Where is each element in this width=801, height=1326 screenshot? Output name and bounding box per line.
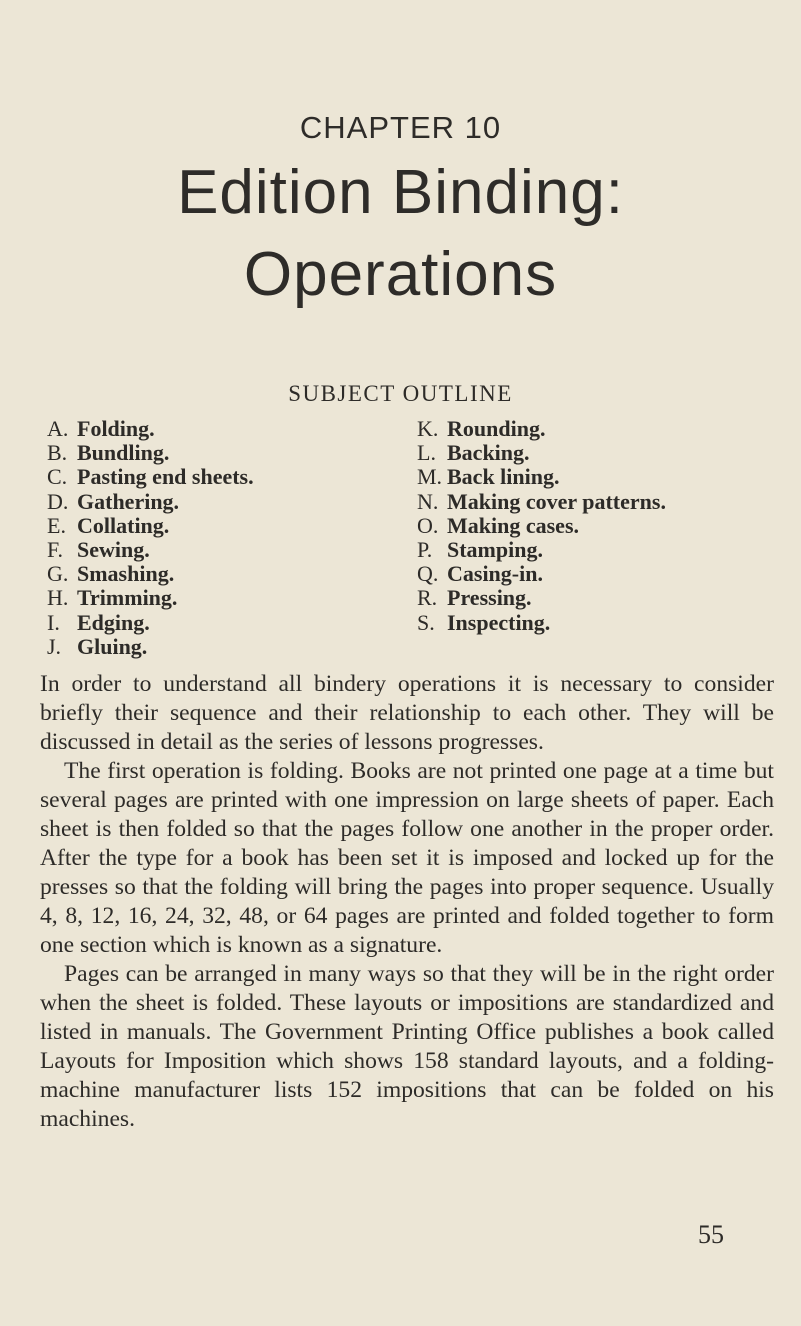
outline-item-label: Stamping.: [447, 536, 543, 562]
outline-item: [417, 465, 787, 489]
outline-item-letter: O.: [417, 512, 439, 538]
outline-item: [47, 465, 387, 489]
outline-item-label: Folding.: [77, 416, 155, 441]
outline-item-label: Gluing.: [77, 633, 148, 659]
outline-item-letter: L.: [417, 440, 436, 466]
outline-item-letter: J.: [47, 633, 62, 659]
outline-item-letter: S.: [417, 609, 435, 635]
outline-item-label: Collating.: [77, 512, 170, 538]
outline-item: [47, 635, 387, 659]
outline-item: [47, 417, 387, 441]
outline-item-letter: F.: [47, 536, 63, 562]
outline-item-letter: K.: [417, 416, 439, 441]
chapter-title-line-1: Edition Binding:: [177, 158, 624, 227]
outline-item: [417, 611, 787, 635]
outline-item: [417, 562, 787, 586]
outline-item: [417, 538, 787, 562]
outline-item-letter: R.: [417, 585, 438, 611]
outline-item: [47, 562, 387, 586]
outline-item-label: Edging.: [77, 609, 150, 635]
outline-item: [47, 611, 387, 635]
chapter-number: CHAPTER 10: [299, 110, 502, 145]
outline-item: [47, 514, 387, 538]
outline-item-letter: P.: [417, 536, 433, 562]
outline-item-label: Pasting end sheets.: [77, 464, 254, 490]
outline-item-letter: Q.: [417, 561, 439, 587]
outline-item-label: Sewing.: [77, 536, 150, 562]
outline-item: [417, 514, 787, 538]
paragraph-1: In order to understand all bindery operations it is necessary to consider briefly their sequence and their relationship to each other. They will be discussed in detail as the series of lessons progresses.: [40, 671, 774, 755]
outline-item-label: Backing.: [447, 440, 530, 466]
subject-outline-left-column: [47, 417, 387, 659]
outline-item-label: Back lining.: [447, 464, 560, 490]
outline-item-letter: G.: [47, 561, 69, 587]
outline-item-letter: N.: [417, 488, 439, 514]
body-text: [40, 670, 774, 1134]
outline-item-label: Inspecting.: [447, 609, 551, 635]
outline-item-label: Making cover patterns.: [447, 488, 666, 514]
page-number: 55: [698, 1220, 724, 1249]
outline-item: [47, 490, 387, 514]
outline-item-letter: D.: [47, 488, 69, 514]
outline-item-label: Making cases.: [447, 512, 579, 538]
outline-item: [417, 490, 787, 514]
outline-item-letter: C.: [47, 464, 68, 490]
paragraph-3: Pages can be arranged in many ways so that they will be in the right order when the sheet is folded. These layouts or impositions are standardized and listed in manuals. The Government Printing Office publishes a book called Layouts for Imposition which shows 158 standard layouts, and a folding-machine manufacturer lists 152 impositions that can be folded on his machines.: [40, 961, 774, 1132]
outline-item-letter: I.: [47, 609, 60, 635]
outline-item-label: Rounding.: [447, 416, 546, 441]
outline-item-label: Casing-in.: [447, 561, 543, 587]
outline-item: [47, 586, 387, 610]
outline-item: [417, 441, 787, 465]
outline-item-label: Bundling.: [77, 440, 170, 466]
outline-item-label: Gathering.: [77, 488, 180, 514]
outline-item-label: Trimming.: [77, 585, 178, 611]
chapter-title-line-2: Operations: [243, 240, 558, 309]
outline-item: [417, 417, 787, 441]
outline-item-letter: A.: [47, 416, 69, 441]
paragraph-2: The first operation is folding. Books are not printed one page at a time but several pages are printed with one impression on large sheets of paper. Each sheet is then folded so that the pages follow one another in the proper order. After the type for a book has been set it is imposed and locked up for the presses so that the folding will bring the pages into proper sequence. Usually 4, 8, 12, 16, 24, 32, 48, or 64 pages are printed and folded together to form one section which is known as a signature.: [40, 758, 774, 958]
outline-item-letter: H.: [47, 585, 69, 611]
outline-item: [417, 586, 787, 610]
outline-item-letter: E.: [47, 512, 66, 538]
subject-outline-right-column: [417, 417, 787, 635]
outline-item-label: Pressing.: [447, 585, 532, 611]
outline-item-letter: M.: [417, 464, 443, 490]
outline-item-label: Smashing.: [77, 561, 175, 587]
subject-outline-heading: SUBJECT OUTLINE: [288, 381, 513, 406]
outline-item: [47, 538, 387, 562]
outline-item: [47, 441, 387, 465]
outline-item-letter: B.: [47, 440, 68, 466]
